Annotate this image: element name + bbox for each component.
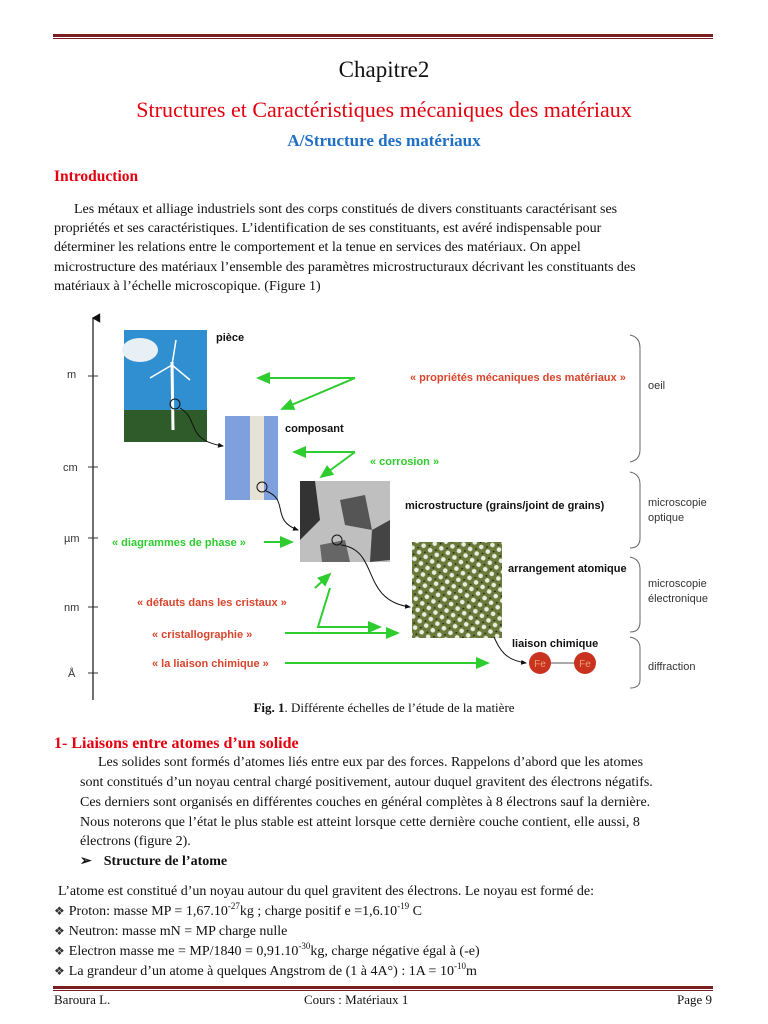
footer-author: Baroura L. <box>54 992 111 1007</box>
figure-caption: Fig. 1. Différente échelles de l’étude de la matière <box>253 700 515 715</box>
section-subtitle: A/Structure des matériaux <box>287 131 481 150</box>
obs-eye: oeil <box>648 380 666 392</box>
diamond-bullet-icon: ❖ <box>54 944 65 958</box>
bullet-electron: ❖ Electron masse me = $MP/1840 = 0,91.10^{-30}kg$, charge négative égal à (-e) <box>54 941 480 959</box>
level-liaison: liaison chimique <box>512 638 599 650</box>
level-piece: pièce <box>216 332 245 344</box>
prop-defects: « défauts dans les cristaux » <box>137 597 287 609</box>
diamond-bullet-icon: ❖ <box>54 904 65 918</box>
intro-line: matériaux à l’échelle microscopique. (Figure 1) <box>54 279 321 294</box>
intro-line: déterminer les relations entre le comportement et la tenue en services des matériaux. On appel <box>54 240 581 255</box>
page-title: Structures et Caractéristiques mécaniques des matériaux <box>136 97 632 122</box>
level-composant: composant <box>285 423 344 435</box>
obs-diffraction: diffraction <box>648 661 696 673</box>
obs-optical: microscopie <box>648 497 707 509</box>
component-image <box>225 416 278 500</box>
section-1-line: électrons (figure 2). <box>80 834 191 849</box>
obs-electron: microscopie <box>648 578 707 590</box>
atom-intro: L’atome est constitué d’un noyau autour du quel gravitent des électrons. Le noyau est formé de: <box>58 884 594 899</box>
wind-turbine-image <box>122 330 207 442</box>
intro-heading: Introduction <box>54 168 139 185</box>
bullet-atom-size: ❖ La grandeur d’un atome à quelques Angstrom de (1 à 4A°) : $1A = 10^{-10}m$ <box>54 961 477 979</box>
axis-tick-angstrom: Å <box>68 668 76 680</box>
sub-heading-atom-structure: ➢ Structure de l’atome <box>80 854 228 869</box>
svg-text:électronique: électronique <box>648 593 708 605</box>
diamond-bullet-icon: ❖ <box>54 924 65 938</box>
prop-corrosion: « corrosion » <box>370 456 440 468</box>
prop-chemical-bond: « la liaison chimique » <box>152 658 269 670</box>
footer-rule <box>53 986 713 991</box>
axis-tick-m: m <box>67 369 77 381</box>
diamond-bullet-icon: ❖ <box>54 964 65 978</box>
arrow-bullet-icon: ➢ <box>80 854 92 869</box>
section-1-line: Les solides sont formés d’atomes liés entre eux par des forces. Rappelons d’abord que les atomes <box>98 755 644 770</box>
prop-mechanical: « propriétés mécaniques des matériaux » <box>410 372 626 384</box>
axis-tick-um: µm <box>64 533 80 545</box>
level-arrangement: arrangement atomique <box>508 563 627 575</box>
svg-text:Fe: Fe <box>579 659 591 670</box>
svg-text:optique: optique <box>648 512 685 524</box>
chapter-label: Chapitre2 <box>338 57 430 82</box>
footer-page-number: Page 9 <box>676 992 712 1007</box>
svg-text:Fe: Fe <box>534 659 546 670</box>
axis-tick-cm: cm <box>63 462 78 474</box>
prop-crystallography: « cristallographie » <box>152 629 253 641</box>
axis-tick-nm: nm <box>64 602 80 614</box>
intro-line: microstructure des matériaux l’ensemble des paramètres microstructuraux décrivant les constituants des <box>54 260 636 275</box>
level-microstructure: microstructure (grains/joint de grains) <box>405 500 605 512</box>
intro-line: propriétés et ses caractéristiques. L’identification de ses constituants, est avéré indispensable pour <box>54 221 602 236</box>
bullet-proton: ❖ Proton: masse MP = $1,67.10^{-27}kg$ ; charge positif $e =1,6.10^{-19}$ C <box>54 901 423 919</box>
microstructure-image <box>300 481 390 562</box>
prop-phase-diagrams: « diagrammes de phase » <box>112 537 246 549</box>
section-1-line: sont constitués d’un noyau central chargé positivement, autour duquel gravitent des électrons négatifs. <box>80 775 653 790</box>
intro-line: Les métaux et alliage industriels sont des corps constitués de divers constituants caractérisant ses <box>74 202 618 217</box>
atomic-arrangement-image <box>412 542 502 638</box>
section-1-line: Ces derniers sont organisés en différentes couches en général complètes à 8 électrons sauf la dernière. <box>80 795 651 810</box>
section-1-heading: 1- Liaisons entre atomes d’un solide <box>54 735 299 752</box>
bullet-neutron: ❖ Neutron: masse mN = MP charge nulle <box>54 924 288 939</box>
footer-course: Cours : Matériaux 1 <box>304 992 409 1007</box>
section-1-line: Nous noterons que l’état le plus stable est atteint lorsque cette dernière couche contient, elle aussi, 8 <box>80 815 640 830</box>
